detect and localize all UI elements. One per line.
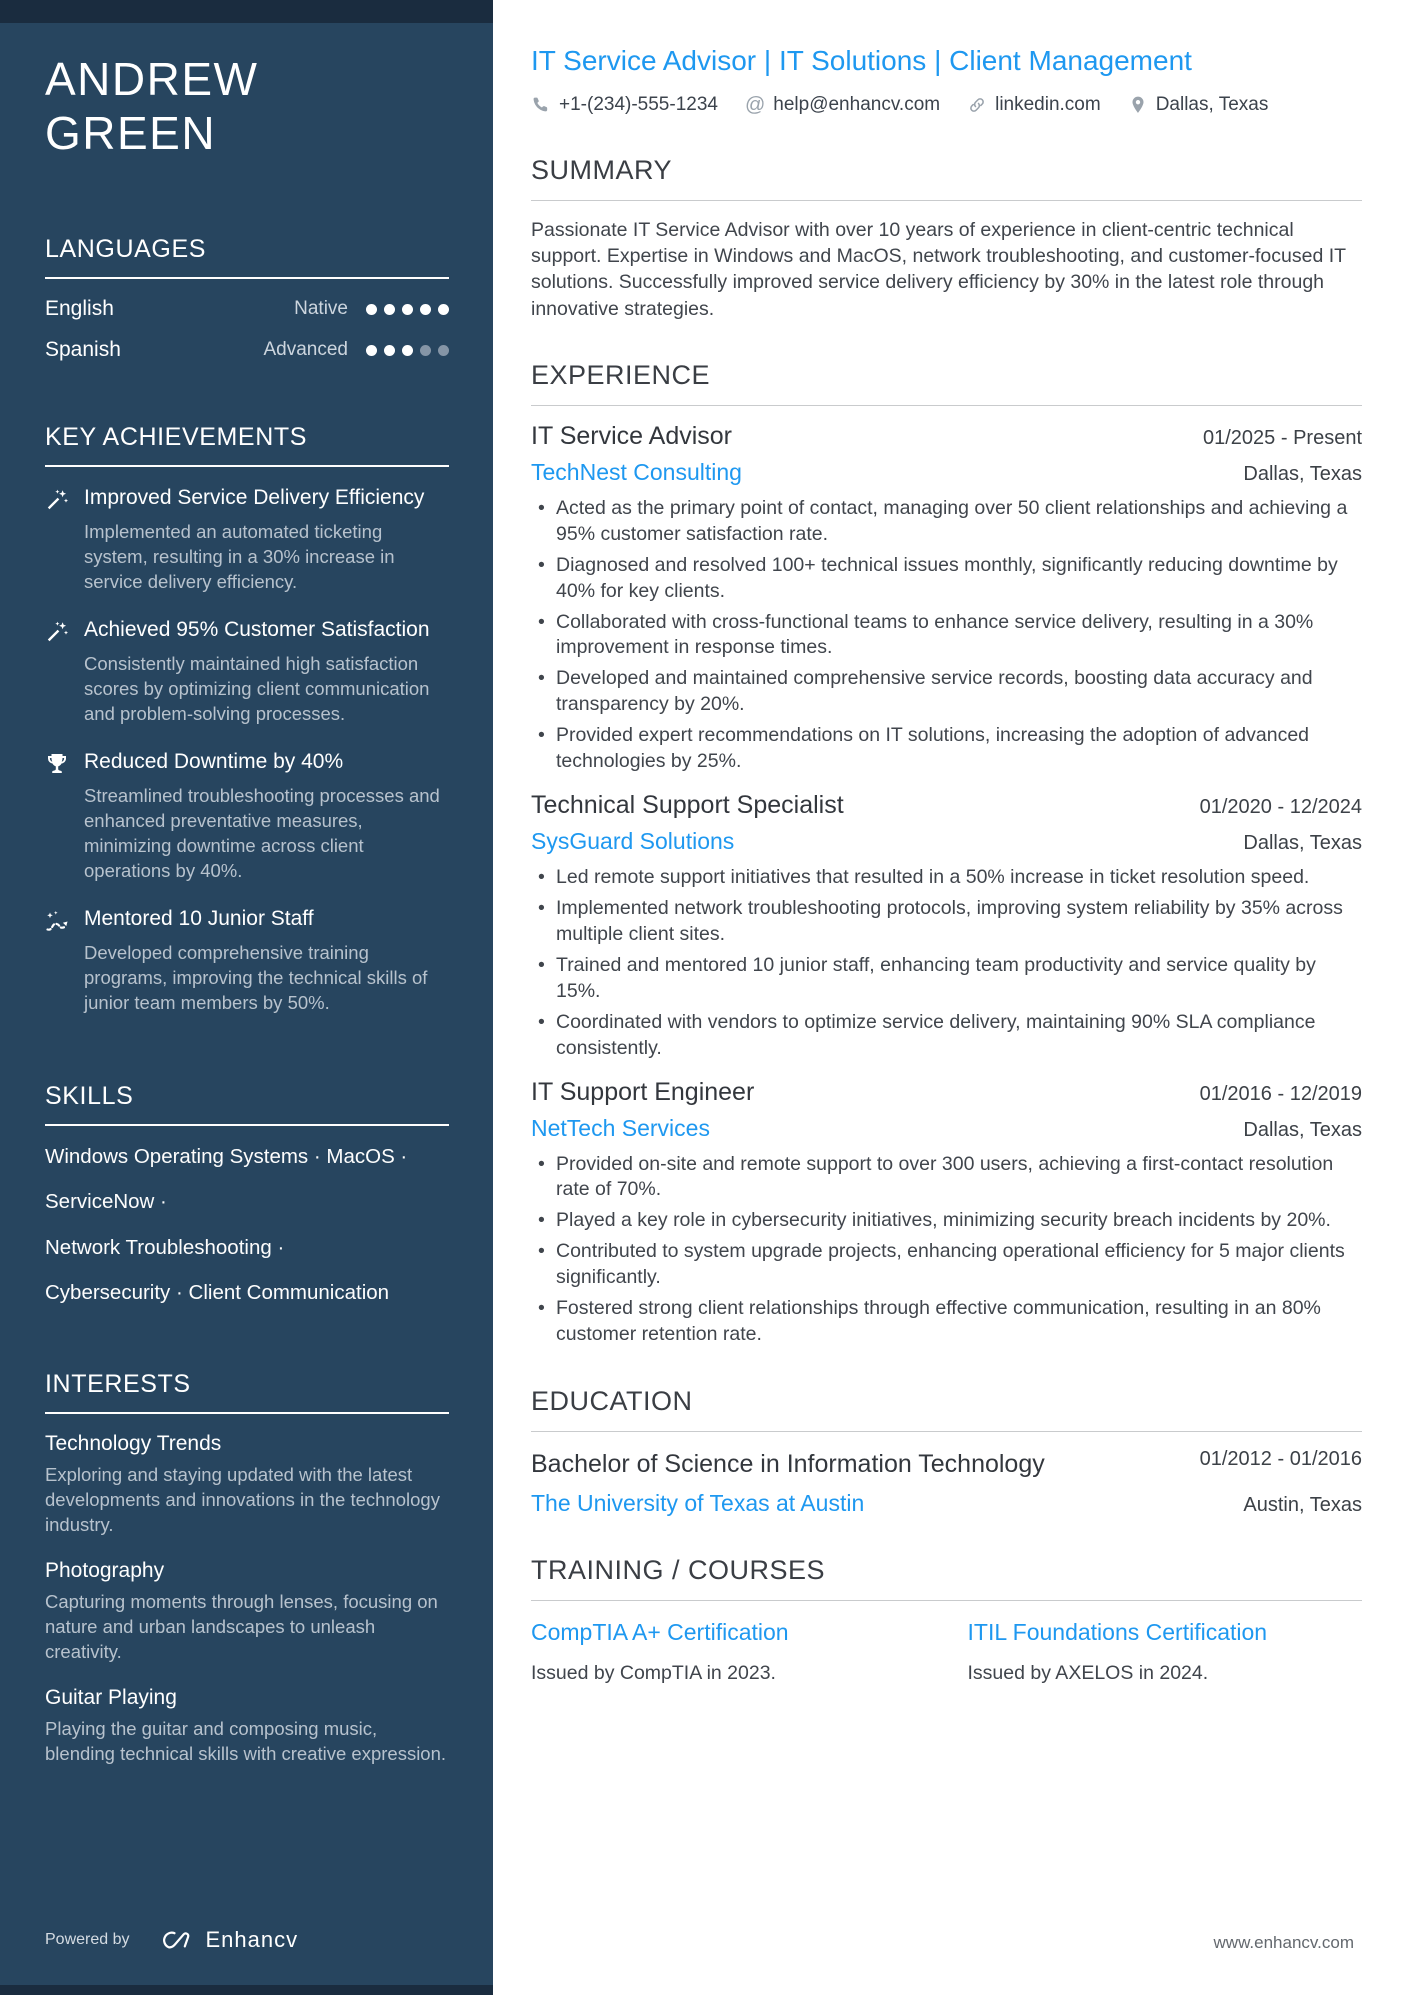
education-degree: Bachelor of Science in Information Technology: [531, 1449, 1045, 1478]
key-achievements-heading: KEY ACHIEVEMENTS: [45, 423, 449, 467]
course-issued: Issued by AXELOS in 2024.: [967, 1662, 1209, 1685]
skill-line: Network Troubleshooting ·: [45, 1235, 285, 1259]
job-bullet: • Provided expert recommendations on IT solutions, increasing the adoption of advanced technologies by 25%.: [531, 723, 1362, 775]
experience-heading: EXPERIENCE: [531, 360, 1362, 406]
achievement-item: [45, 617, 449, 727]
course-entry: [531, 1619, 926, 1685]
language-name: Spanish: [45, 338, 121, 362]
job-bullets: [531, 1152, 1362, 1348]
contact-link[interactable]: [967, 94, 1101, 116]
achievement-title: Achieved 95% Customer Satisfaction: [84, 618, 430, 642]
summary-text: Passionate IT Service Advisor with over 10 years of experience in client-centric technical support. Expertise in Windows and MacOS, network troubleshooting, and customer-focused IT solutions. Successfully improved service delivery efficiency by 30% in the latest role through innovative strategies.: [531, 218, 1346, 320]
training-heading: TRAINING / COURSES: [531, 1555, 1362, 1601]
job-bullet: • Led remote support initiatives that resulted in a 50% increase in ticket resolution speed.: [531, 865, 1362, 891]
main-column: [493, 0, 1410, 1995]
job-date: 01/2020 - 12/2024: [1199, 796, 1362, 819]
job-bullet: • Developed and maintained comprehensive service records, boosting data accuracy and transparency by 20%.: [531, 666, 1362, 718]
education-heading: EDUCATION: [531, 1386, 1362, 1432]
level-dot-filled: [402, 304, 413, 315]
interest-item: [45, 1686, 449, 1767]
job-title: IT Support Engineer: [531, 1077, 755, 1106]
training-section: [531, 1555, 1362, 1685]
achievement-description: Implemented an automated ticketing system, resulting in a 30% increase in service delivery efficiency.: [84, 521, 395, 593]
job-bullet: • Collaborated with cross-functional teams to enhance service delivery, resulting in a 30% improvement in response times.: [531, 610, 1362, 662]
job-date: 01/2025 - Present: [1203, 426, 1362, 449]
phone-icon: [531, 95, 551, 115]
course-entry: [968, 1619, 1363, 1685]
job-date: 01/2016 - 12/2019: [1199, 1082, 1362, 1105]
interests-heading: INTERESTS: [45, 1370, 449, 1414]
level-dot-filled: [402, 345, 413, 356]
magic-wand-icon: [45, 617, 69, 727]
key-achievements-section: [45, 423, 449, 1037]
course-issued: Issued by CompTIA in 2023.: [531, 1662, 776, 1685]
job-bullets: [531, 496, 1362, 775]
level-dot-filled: [384, 304, 395, 315]
skills-heading: SKILLS: [45, 1082, 449, 1126]
contact-row: [531, 94, 1362, 117]
job-company: NetTech Services: [531, 1114, 710, 1141]
achievement-item: [45, 749, 449, 884]
interest-name: Guitar Playing: [45, 1685, 177, 1709]
link-icon: [967, 95, 987, 115]
sidebar-top-band: [0, 0, 493, 23]
job-location: Dallas, Texas: [1243, 462, 1362, 485]
achievement-title: Mentored 10 Junior Staff: [84, 906, 314, 930]
language-name: English: [45, 297, 114, 321]
job-bullet: • Fostered strong client relationships through effective communication, resulting in an 80% customer retention rate.: [531, 1296, 1362, 1348]
powered-by-label: Powered by: [45, 1931, 130, 1948]
strategy-icon: [45, 906, 69, 1016]
job-bullet: • Acted as the primary point of contact, managing over 50 client relationships and achieving a 95% customer satisfaction rate.: [531, 496, 1362, 548]
interest-description: Exploring and staying updated with the latest developments and innovations in the technology industry.: [45, 1464, 440, 1535]
achievement-content: [84, 617, 449, 727]
contact-location: [1128, 94, 1269, 116]
interest-description: Capturing moments through lenses, focusing on nature and urban landscapes to unleash creativity.: [45, 1590, 438, 1662]
skill-line: Windows Operating Systems · MacOS ·: [45, 1144, 408, 1168]
job-bullet: • Coordinated with vendors to optimize service delivery, maintaining 90% SLA compliance consistently.: [531, 1010, 1362, 1062]
languages-section: [45, 235, 449, 379]
location-pin-icon: [1128, 95, 1148, 115]
achievement-item: [45, 485, 449, 595]
achievement-item: [45, 906, 449, 1016]
skills-section: [45, 1082, 449, 1327]
job-company: TechNest Consulting: [531, 458, 742, 485]
resume-headline: IT Service Advisor | IT Solutions | Client Management: [531, 45, 1192, 76]
job-bullet: • Trained and mentored 10 junior staff, enhancing team productivity and service quality by 15%.: [531, 953, 1362, 1005]
education-section: [531, 1386, 1362, 1518]
sidebar: [0, 0, 493, 1995]
level-dot-filled: [420, 304, 431, 315]
course-title: CompTIA A+ Certification: [531, 1619, 789, 1646]
achievement-title: Reduced Downtime by 40%: [84, 750, 344, 773]
contact-email-text: help@enhancv.com: [773, 94, 941, 116]
person-name-line2: GREEN: [45, 106, 217, 159]
interest-name: Photography: [45, 1558, 165, 1582]
experience-section: [531, 360, 1362, 1348]
at-icon: @: [744, 93, 766, 116]
job-bullet: • Provided on-site and remote support to over 300 users, achieving a first-contact resolution rate of 70%.: [531, 1152, 1362, 1204]
job-bullet: • Played a key role in cybersecurity initiatives, minimizing security breach incidents by 20%.: [531, 1208, 1362, 1234]
magic-wand-icon: [45, 485, 69, 595]
level-dot-empty: [438, 345, 449, 356]
enhancv-logo-icon: [160, 1927, 196, 1953]
interest-item: [45, 1559, 449, 1665]
job-company: SysGuard Solutions: [531, 828, 735, 855]
job-entry: [531, 1078, 1362, 1348]
contact-phone-text: +1-(234)-555-1234: [559, 94, 718, 116]
skill-line: Cybersecurity · Client Communication: [45, 1281, 390, 1305]
language-level-dots: [366, 345, 449, 356]
contact-location-text: Dallas, Texas: [1155, 94, 1269, 116]
level-dot-filled: [366, 345, 377, 356]
language-row: [45, 338, 449, 362]
achievement-description: Streamlined troubleshooting processes and enhanced preventative measures, minimizing downtime across client operations by 40%.: [84, 784, 440, 881]
contact-email[interactable]: [745, 94, 940, 117]
interest-name: Technology Trends: [45, 1432, 222, 1456]
interests-section: [45, 1370, 449, 1788]
language-level-dots: [366, 304, 449, 315]
trophy-icon: [45, 749, 69, 884]
language-level-label: Native: [294, 298, 348, 320]
job-bullet: • Contributed to system upgrade projects, enhancing operational efficiency for 5 major clients significantly.: [531, 1239, 1362, 1291]
achievement-content: [84, 906, 449, 1016]
course-title: ITIL Foundations Certification: [967, 1619, 1268, 1646]
education-date: 01/2012 - 01/2016: [1199, 1447, 1362, 1470]
job-bullet: • Implemented network troubleshooting protocols, improving system reliability by 35% across multiple client sites.: [531, 896, 1362, 948]
level-dot-filled: [384, 345, 395, 356]
education-location: Austin, Texas: [1243, 1494, 1362, 1517]
person-name-line1: ANDREW: [45, 53, 259, 105]
contact-link-text: linkedin.com: [995, 94, 1101, 116]
enhancv-website-link[interactable]: www.enhancv.com: [1213, 1933, 1354, 1952]
interest-description: Playing the guitar and composing music, blending technical skills with creative expression.: [45, 1717, 447, 1764]
summary-section: [531, 155, 1362, 322]
achievement-description: Consistently maintained high satisfaction scores by optimizing client communication and problem-solving processes.: [84, 653, 430, 725]
job-title: IT Service Advisor: [531, 421, 733, 450]
achievement-description: Developed comprehensive training programs, improving the technical skills of junior team members by 50%.: [84, 941, 428, 1013]
enhancv-brand[interactable]: [160, 1927, 299, 1953]
level-dot-empty: [420, 345, 431, 356]
job-entry: [531, 791, 1362, 1061]
enhancv-brand-name: Enhancv: [205, 1927, 299, 1952]
sidebar-bottom-band: [0, 1985, 493, 1995]
job-bullets: [531, 865, 1362, 1061]
level-dot-filled: [366, 304, 377, 315]
achievement-content: [84, 749, 449, 884]
summary-heading: SUMMARY: [531, 155, 1362, 201]
achievement-title: Improved Service Delivery Efficiency: [84, 486, 425, 510]
education-school: The University of Texas at Austin: [531, 1490, 865, 1517]
achievement-content: [84, 485, 449, 595]
contact-phone[interactable]: [531, 94, 718, 116]
interest-item: [45, 1432, 449, 1538]
job-location: Dallas, Texas: [1243, 832, 1362, 855]
language-row: [45, 297, 449, 321]
job-title: Technical Support Specialist: [531, 791, 844, 820]
language-level-label: Advanced: [263, 339, 348, 361]
job-location: Dallas, Texas: [1243, 1118, 1362, 1141]
skill-line: ServiceNow ·: [45, 1190, 167, 1214]
person-name: [45, 53, 449, 161]
job-bullet: • Diagnosed and resolved 100+ technical issues monthly, significantly reducing downtime by 40% for key clients.: [531, 553, 1362, 605]
job-entry: [531, 422, 1362, 775]
languages-heading: LANGUAGES: [45, 235, 449, 279]
level-dot-filled: [438, 304, 449, 315]
